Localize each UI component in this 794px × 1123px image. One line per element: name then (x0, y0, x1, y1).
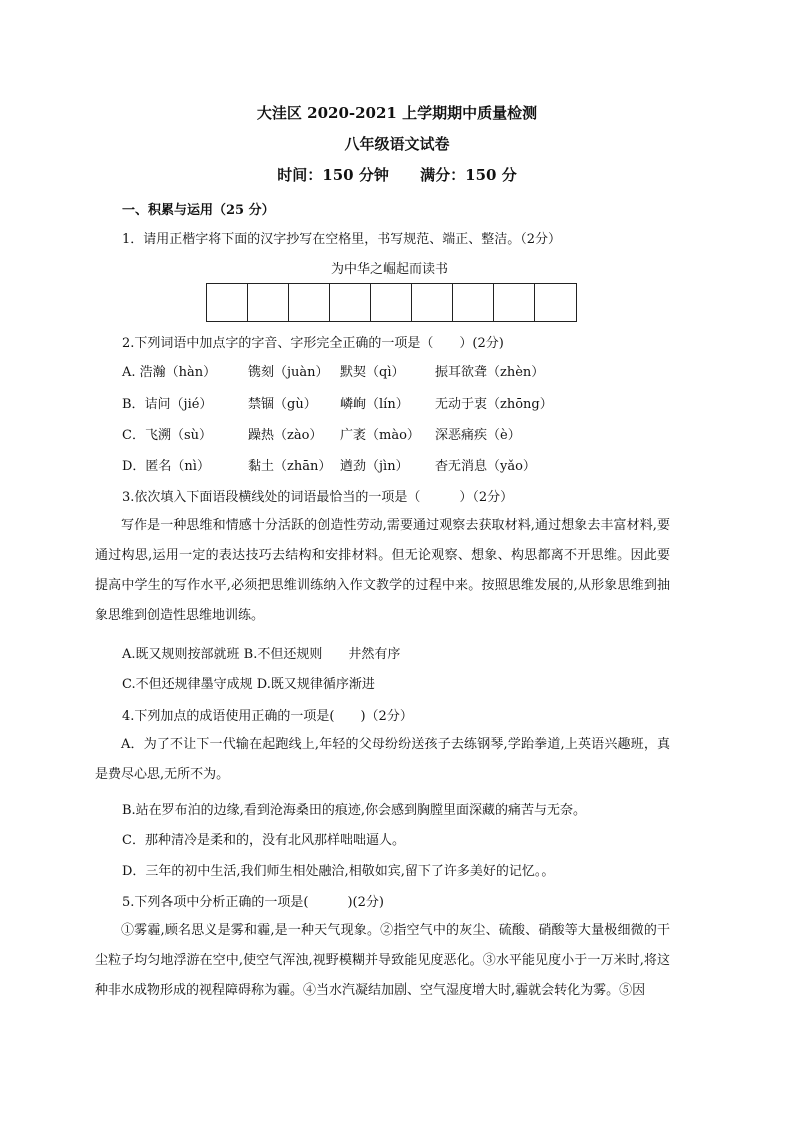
q2-option-d (122, 455, 536, 474)
q2-option-b (122, 393, 553, 412)
q3-option-ab: A.既又规则按部就班 B.不但还规则 井然有序 (122, 647, 401, 662)
q2-option-c (122, 424, 521, 443)
option-word: 广袤（mào） (340, 428, 420, 443)
grid-cell[interactable] (412, 284, 453, 321)
option-word: 嶙峋（lín） (340, 397, 409, 412)
grid-cell[interactable] (453, 284, 494, 321)
option-word: 黏土（zhān） (248, 459, 332, 474)
option-word: 杳无消息（yǎo） (435, 459, 536, 474)
option-word: B．诘问（jié） (122, 397, 213, 412)
exam-subtitle: 八年级语文试卷 (344, 135, 450, 153)
option-word: 镌刻（juàn） (248, 365, 329, 380)
option-word: C．飞溯（sù） (122, 428, 212, 443)
q4-option-a: A．为了不让下一代输在起跑线上,年轻的父母纷纷送孩子去练钢琴,学跆拳道,上英语兴趣班，真是费尽心思,无所不为。 (95, 737, 670, 782)
option-word: 默契（qì） (340, 365, 405, 380)
exam-meta: 时间：150 分钟 满分：150 分 (277, 166, 517, 184)
q2-stem: 2.下列词语中加点字的字音、字形完全正确的一项是（ ）(2分) (122, 336, 504, 351)
grid-cell[interactable] (535, 284, 576, 321)
option-word: 深恶痛疾（è） (435, 428, 521, 443)
q1-stem: 1．请用正楷字将下面的汉字抄写在空格里，书写规范、端正、整洁。（2分） (122, 232, 562, 247)
option-word: 禁锢（gù） (248, 397, 317, 412)
grid-cell[interactable] (330, 284, 371, 321)
q5-stem: 5.下列各项中分析正确的一项是( )(2分) (122, 895, 384, 910)
q4-option-c: C．那种清冷是柔和的，没有北风那样咄咄逼人。 (122, 833, 405, 848)
grid-cell[interactable] (494, 284, 535, 321)
grid-cell[interactable] (371, 284, 412, 321)
q4-option-d: D．三年的初中生活,我们师生相处融洽,相敬如宾,留下了许多美好的记忆。。 (122, 864, 555, 879)
q3-option-cd: C.不但还规律墨守成规 D.既又规律循序渐进 (122, 677, 375, 692)
q1-phrase: 为中华之崛起而读书 (331, 262, 449, 277)
option-word: 无动于衷（zhōng） (435, 397, 553, 412)
grid-cell[interactable] (289, 284, 330, 321)
option-word: D．匿名（nì） (122, 459, 210, 474)
section-heading: 一、积累与运用（25 分） (122, 203, 275, 218)
option-word: 躁热（zào） (248, 428, 323, 443)
q2-option-a (122, 361, 544, 380)
q3-stem: 3.依次填入下面语段横线处的词语最恰当的一项是（ ）（2分） (122, 490, 514, 505)
q4-option-b: B.站在罗布泊的边缘,看到沧海桑田的痕迹,你会感到胸膛里面深藏的痛苦与无奈。 (122, 803, 586, 818)
grid-cell[interactable] (207, 284, 248, 321)
option-word: 遒劲（jìn） (340, 459, 409, 474)
option-word: 振耳欲聋（zhèn） (435, 365, 545, 380)
exam-title: 大洼区 2020-2021 上学期期中质量检测 (256, 104, 538, 122)
grid-cell[interactable] (248, 284, 289, 321)
q4-stem: 4.下列加点的成语使用正确的一项是( )（2分） (122, 709, 413, 724)
q3-passage: 写作是一种思维和情感十分活跃的创造性劳动,需要通过观察去获取材料,通过想象去丰富材料,要通过构思,运用一定的表达技巧去结构和安排材料。但无论观察、想象、构思都离不开思维。因此要提高中学生的写作水平,必须把思维训练纳入作文教学的过程中来。按照思维发展的,从形象思维到抽象思维到创造性思维地训练。 (95, 518, 670, 623)
option-word: A. 浩瀚（hàn） (122, 365, 217, 380)
q5-passage: ①雾霾,顾名思义是雾和霾,是一种天气现象。②指空气中的灰尘、硫酸、硝酸等大量极细微的干尘粒子均匀地浮游在空中,使空气浑浊,视野模糊并导致能见度恶化。③水平能见度小于一万米时,将这种非水成物形成的视程障碍称为霾。④当水汽凝结加剧、空气湿度增大时,霾就会转化为雾。⑤因 (95, 923, 670, 998)
writing-grid[interactable] (206, 283, 577, 322)
